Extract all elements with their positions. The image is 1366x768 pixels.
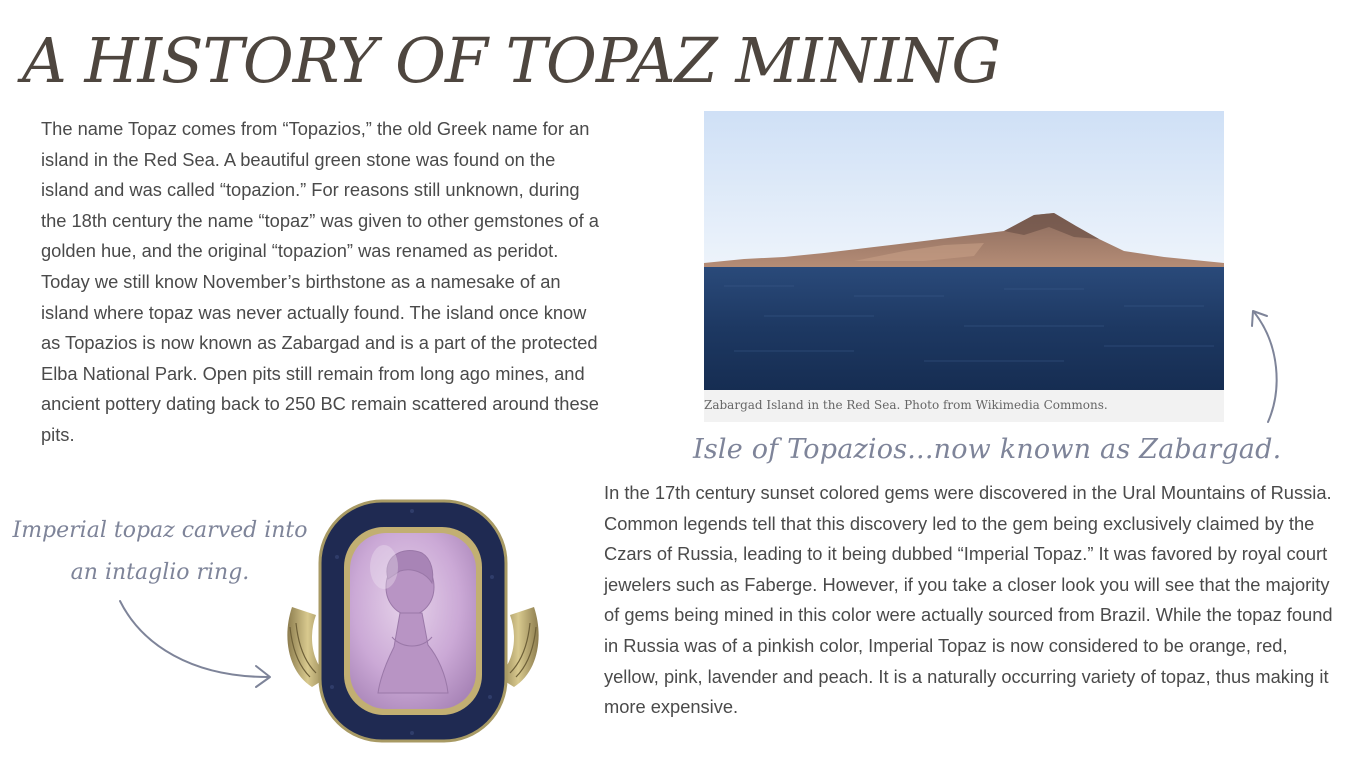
curved-arrow-right-icon <box>112 595 282 695</box>
page-title: A HISTORY OF TOPAZ MINING <box>22 24 1000 97</box>
imperial-topaz-paragraph: In the 17th century sunset colored gems were discovered in the Ural Mountains of Russia. Common legends tell that this discovery led to the gem being exclusively claimed by the Czars of Russia, leading to it being dubbed “Imperial Topaz.” It was favored by royal court jewelers such as Faberge. However, if you take a closer look you will see that the majority of gems being mined in this color were actually sourced from Brazil. While the topaz found in Russia was of a pinkish color, Imperial Topaz is now considered to be orange, red, yellow, pink, lavender and peach. It is a naturally occurring variety of topaz, thus making it more expensive. <box>604 482 1333 718</box>
island-photo <box>704 111 1224 390</box>
intaglio-ring-photo <box>282 487 544 753</box>
curved-arrow-up-icon <box>1240 300 1290 430</box>
ring-handwritten-caption: Imperial topaz carved into an intaglio ring. <box>12 518 308 585</box>
photo-credit-caption: Zabargad Island in the Red Sea. Photo from Wikimedia Commons. <box>704 398 1108 412</box>
island-handwritten-caption: Isle of Topazios...now known as Zabargad. <box>693 434 1282 465</box>
intro-paragraph: The name Topaz comes from “Topazios,” the old Greek name for an island in the Red Sea. A beautiful green stone was found on the island and was called “topazion.” For reasons still unknown, during the 18th century the name “topaz” was given to other gemstones of a golden hue, and the original “topazion” was renamed as peridot. Today we still know November’s birthstone as a namesake of an island where topaz was never actually found. The island once know as Topazios is now known as Zabargad and is a part of the protected Elba National Park. Open pits still remain from long ago mines, and ancient pottery dating back to 250 BC remain scattered around these pits. <box>41 118 599 445</box>
